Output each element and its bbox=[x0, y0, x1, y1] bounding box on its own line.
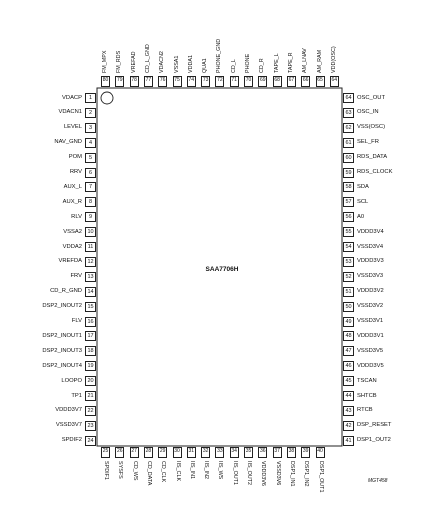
pin-number: 80 bbox=[101, 76, 110, 87]
pin-label: VDDD3V6 bbox=[260, 461, 267, 486]
pin-label: DSP2_INOUT3 bbox=[42, 347, 82, 354]
pin-number: 37 bbox=[273, 447, 282, 458]
pin-label: VDACN2 bbox=[159, 51, 166, 73]
figure-code: MGT458 bbox=[368, 478, 388, 484]
pin-label: SHTCB bbox=[357, 392, 377, 399]
pin-label: CD_L_GND bbox=[144, 44, 151, 73]
pin-label: VDACN1 bbox=[58, 109, 82, 116]
pin-number: 50 bbox=[343, 302, 354, 312]
pin-number: 28 bbox=[144, 447, 153, 458]
pin-number: 16 bbox=[85, 317, 96, 327]
pin1-marker bbox=[101, 92, 113, 104]
pin-number: 79 bbox=[115, 76, 124, 87]
pin-label: POM bbox=[68, 154, 82, 161]
pin-label: DSP1_OUT2 bbox=[357, 437, 391, 444]
pin-label: RTCB bbox=[357, 407, 373, 414]
pin-label: VSSD3V6 bbox=[274, 461, 281, 486]
pin-number: 61 bbox=[343, 138, 354, 148]
pin-label: FLV bbox=[71, 318, 82, 324]
pin-number: 41 bbox=[343, 436, 354, 446]
pin-label: VSSD3V1 bbox=[357, 318, 384, 324]
pin-number: 74 bbox=[187, 76, 196, 87]
pin-label: AUX_L bbox=[63, 183, 82, 190]
pin-label: TAPE_L bbox=[273, 53, 280, 73]
pin-number: 64 bbox=[330, 76, 339, 87]
pin-number: 70 bbox=[244, 76, 253, 87]
pin-number: 21 bbox=[85, 391, 96, 401]
pin-number: 35 bbox=[244, 447, 253, 458]
pin-label: VDDD3V1 bbox=[357, 332, 384, 339]
pin-number: 3 bbox=[85, 123, 96, 133]
pin-number: 57 bbox=[343, 197, 354, 207]
pin-number: 20 bbox=[85, 376, 96, 386]
pin-number: 56 bbox=[343, 212, 354, 222]
pin-number: 15 bbox=[85, 302, 96, 312]
pin-number: 68 bbox=[273, 76, 282, 87]
pin-label: LOOPO bbox=[61, 377, 82, 384]
pin-label: SPDIF2 bbox=[61, 437, 82, 444]
pin-number: 14 bbox=[85, 287, 96, 297]
pin-number: 76 bbox=[158, 76, 167, 87]
pin-label: CD_WS bbox=[131, 461, 138, 481]
pin-label: OSC_IN bbox=[357, 109, 379, 116]
pin-number: 18 bbox=[85, 346, 96, 356]
pin-label: NAV_GND bbox=[54, 139, 82, 146]
pin-label: VREFAD bbox=[130, 51, 137, 73]
pin-label: RRV bbox=[69, 169, 82, 175]
pin-label: CD_R_GND bbox=[50, 288, 82, 295]
pin-label: RDS_DATA bbox=[357, 154, 388, 161]
pin-number: 1 bbox=[85, 93, 96, 103]
pin-number: 46 bbox=[343, 361, 354, 371]
pin-label: DSP2_INOUT4 bbox=[42, 362, 82, 369]
pin-number: 63 bbox=[343, 108, 354, 118]
pin-label: SDA bbox=[357, 183, 369, 190]
pin-number: 60 bbox=[343, 153, 354, 163]
pin-label: OSC_OUT bbox=[357, 94, 386, 101]
pin-label: VSSD3V2 bbox=[357, 303, 384, 310]
pin-label: VSSA1 bbox=[173, 55, 180, 73]
pin-label: CD_DATA bbox=[145, 461, 152, 486]
pin-label: VDDD3V5 bbox=[357, 362, 384, 369]
pin-number: 8 bbox=[85, 197, 96, 207]
pin-number: 11 bbox=[85, 242, 96, 252]
pin-number: 43 bbox=[343, 406, 354, 416]
pin-number: 52 bbox=[343, 272, 354, 282]
pin-label: VDDD3V4 bbox=[357, 228, 384, 235]
pin-number: 78 bbox=[130, 76, 139, 87]
pin-label: A0 bbox=[357, 213, 365, 220]
pin-number: 65 bbox=[316, 76, 325, 87]
pin-label: CD_L bbox=[230, 59, 237, 73]
pin-label: FM_MPX bbox=[102, 50, 108, 73]
pin-number: 27 bbox=[130, 447, 139, 458]
pin-number: 29 bbox=[158, 447, 167, 458]
pin-label: VSSD3V3 bbox=[357, 273, 384, 280]
pin-number: 71 bbox=[230, 76, 239, 87]
pin-label: VDDA2 bbox=[62, 243, 82, 250]
pin-number: 33 bbox=[215, 447, 224, 458]
pin-label: TSCAN bbox=[357, 377, 377, 384]
pin-number: 45 bbox=[343, 376, 354, 386]
pin-label: LEVEL bbox=[63, 124, 82, 131]
pin-label: IIS_OUT2 bbox=[246, 461, 252, 485]
pin-number: 22 bbox=[85, 406, 96, 416]
pin-number: 40 bbox=[316, 447, 325, 458]
pin-number: 53 bbox=[343, 257, 354, 267]
pin-number: 30 bbox=[173, 447, 182, 458]
pin-label: VDDD3V7 bbox=[55, 407, 82, 414]
pin-number: 62 bbox=[343, 123, 354, 133]
pin-number: 4 bbox=[85, 138, 96, 148]
pin-number: 32 bbox=[201, 447, 210, 458]
pin-label: VDACP bbox=[62, 94, 82, 101]
pin-label: DSP1_IN2 bbox=[303, 461, 310, 487]
pin-number: 26 bbox=[115, 447, 124, 458]
pin-label: VREFDA bbox=[58, 258, 82, 265]
pin-number: 42 bbox=[343, 421, 354, 431]
pin-number: 69 bbox=[258, 76, 267, 87]
pin-number: 77 bbox=[144, 76, 153, 87]
pin-label: AM_RAM bbox=[316, 49, 323, 73]
pin-label: DSP2_INOUT2 bbox=[42, 303, 82, 310]
pin-number: 36 bbox=[258, 447, 267, 458]
pin-label: SYSFS bbox=[117, 461, 124, 479]
pin-number: 19 bbox=[85, 361, 96, 371]
pin-label: IIS_WS bbox=[217, 461, 224, 480]
pin-number: 51 bbox=[343, 287, 354, 297]
pin-number: 49 bbox=[343, 317, 354, 327]
pin-number: 5 bbox=[85, 153, 96, 163]
pin-number: 55 bbox=[343, 227, 354, 237]
pin-label: AM_LNAV bbox=[302, 48, 309, 73]
pin-number: 9 bbox=[85, 212, 96, 222]
pin-label: VSSD3V5 bbox=[357, 347, 384, 354]
pin-label: DSP_RESET bbox=[357, 422, 392, 429]
pin-label: VSS(OSC) bbox=[357, 124, 386, 131]
pin-number: 24 bbox=[85, 436, 96, 446]
pin-number: 58 bbox=[343, 182, 354, 192]
pin-number: 39 bbox=[301, 447, 310, 458]
pin-number: 2 bbox=[85, 108, 96, 118]
pin-label: IIS_CLK bbox=[174, 461, 181, 482]
pin-label: FM_RDS bbox=[116, 50, 123, 73]
pin-label: IIS_IN2 bbox=[203, 461, 210, 479]
pin-label: FRV bbox=[70, 273, 82, 280]
pin-number: 7 bbox=[85, 182, 96, 192]
pin-label: VDDA1 bbox=[187, 55, 194, 73]
pin-label: VDDD3V2 bbox=[357, 288, 384, 295]
pin-label: SPDIF1 bbox=[103, 461, 109, 480]
pin-label: QUA1 bbox=[202, 58, 209, 73]
pin-label: TP1 bbox=[71, 392, 82, 399]
pin-number: 59 bbox=[343, 168, 354, 178]
pin-number: 25 bbox=[101, 447, 110, 458]
pin-label: IIS_OUT1 bbox=[231, 461, 238, 485]
pin-number: 34 bbox=[230, 447, 239, 458]
pin-label: SCL bbox=[357, 198, 369, 205]
pin-number: 64 bbox=[343, 93, 354, 103]
part-number: SAA7706H bbox=[205, 266, 239, 273]
pin-label: IIS_IN1 bbox=[188, 461, 195, 479]
pin-label: VSSD3V4 bbox=[357, 243, 384, 250]
pin-number: 54 bbox=[343, 242, 354, 252]
pin-number: 73 bbox=[201, 76, 210, 87]
pin-number: 47 bbox=[343, 346, 354, 356]
pin-label: AUX_R bbox=[62, 198, 82, 205]
pin-label: VSSD3V7 bbox=[55, 422, 82, 429]
pin-number: 23 bbox=[85, 421, 96, 431]
pin-label: PHONE_GND bbox=[216, 38, 223, 73]
pin-label: RLV bbox=[71, 213, 82, 220]
pin-number: 17 bbox=[85, 331, 96, 341]
pin-label: DSP1_OUT1 bbox=[317, 461, 324, 493]
pin-number: 75 bbox=[173, 76, 182, 87]
pin-label: TAPE_R bbox=[287, 52, 294, 73]
pin-number: 44 bbox=[343, 391, 354, 401]
pin-label: CD_R bbox=[259, 58, 266, 73]
pin-label: CD_CLK bbox=[160, 461, 167, 483]
pin-number: 12 bbox=[85, 257, 96, 267]
pin-number: 10 bbox=[85, 227, 96, 237]
pin-number: 31 bbox=[187, 447, 196, 458]
pin-number: 66 bbox=[301, 76, 310, 87]
pin-number: 48 bbox=[343, 331, 354, 341]
pin-label: DSP2_INOUT1 bbox=[42, 332, 82, 339]
pin-number: 72 bbox=[215, 76, 224, 87]
pin-number: 67 bbox=[287, 76, 296, 87]
pin-number: 6 bbox=[85, 168, 96, 178]
pin-label: VDDD3V3 bbox=[357, 258, 384, 265]
pin-label: VSSA2 bbox=[63, 228, 82, 235]
pin-label: RDS_CLOCK bbox=[357, 169, 393, 175]
pin-label: DSP1_IN1 bbox=[288, 461, 295, 487]
pin-label: VDD(OSC) bbox=[330, 46, 337, 73]
pin-label: PHONE bbox=[245, 53, 251, 73]
pin-number: 13 bbox=[85, 272, 96, 282]
pin-label: SEL_FR bbox=[357, 139, 379, 146]
pin-number: 38 bbox=[287, 447, 296, 458]
